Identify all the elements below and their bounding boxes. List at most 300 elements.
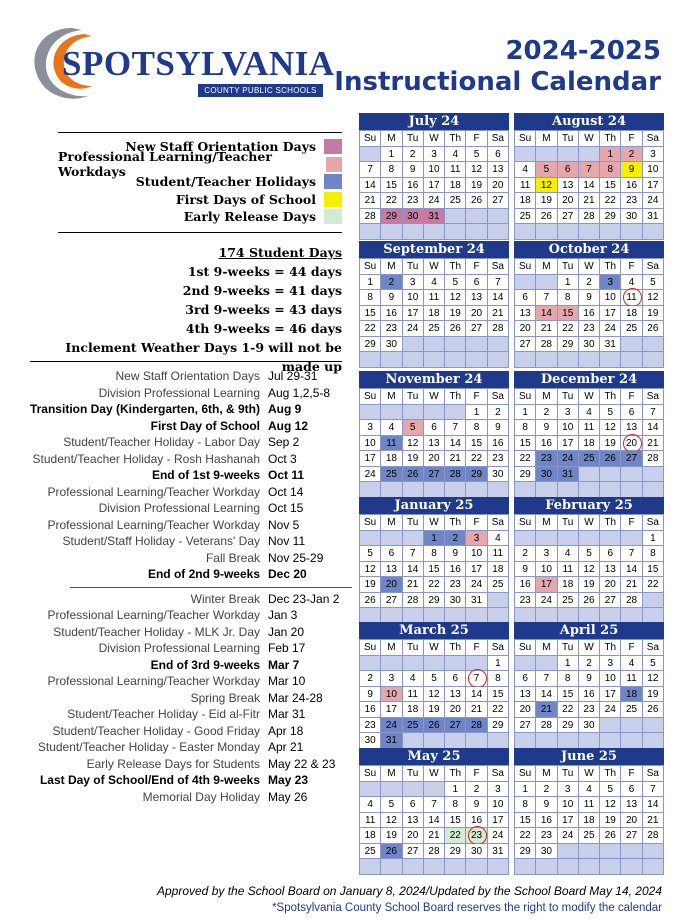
logo-wordmark: SPOTSYLVANIA — [62, 44, 335, 83]
calendar-day: 12 — [600, 420, 621, 436]
calendar-empty-cell — [466, 859, 487, 875]
calendar-day: 12 — [600, 797, 621, 813]
event-date: Mar 7 — [268, 657, 300, 672]
weekday-label: Su — [360, 640, 381, 656]
calendar-day: 30 — [579, 337, 600, 353]
calendar-day: 2 — [381, 275, 402, 291]
calendar-day: 7 — [424, 797, 445, 813]
calendar-day: 2 — [536, 405, 557, 421]
calendar-day: 24 — [488, 828, 509, 844]
calendar-day: 12 — [643, 671, 664, 687]
calendar-empty-cell — [360, 859, 381, 875]
calendar-empty-cell — [536, 531, 557, 547]
calendar-day: 9 — [360, 687, 381, 703]
calendar-day: 30 — [466, 844, 487, 860]
calendar-day: 17 — [643, 178, 664, 194]
calendar-day: 15 — [643, 562, 664, 578]
calendar-day: 22 — [600, 193, 621, 209]
weekday-label: Sa — [488, 389, 509, 405]
calendar-day: 16 — [403, 178, 424, 194]
calendar-empty-cell — [445, 337, 466, 353]
calendar-day: 4 — [621, 275, 642, 291]
legend-item — [58, 191, 342, 209]
calendar-empty-cell — [515, 859, 536, 875]
calendar-day: 29 — [488, 718, 509, 734]
calendar-day: 20 — [424, 451, 445, 467]
event-name: End of 2nd 9-weeks — [147, 567, 260, 581]
weekday-label: M — [536, 515, 557, 531]
calendar-empty-cell — [515, 275, 536, 291]
calendar-day: 28 — [536, 718, 557, 734]
weekday-label: W — [579, 389, 600, 405]
calendar-empty-cell — [579, 482, 600, 498]
calendar-day: 7 — [643, 782, 664, 798]
calendar-day: 25 — [488, 577, 509, 593]
month-calendar — [359, 497, 509, 624]
calendar-empty-cell — [466, 209, 487, 225]
calendar-day: 18 — [360, 828, 381, 844]
calendar-day: 27 — [621, 828, 642, 844]
calendar-day: 7 — [466, 671, 487, 687]
weekday-label: M — [536, 259, 557, 275]
calendar-empty-cell — [579, 147, 600, 163]
calendar-day: 15 — [515, 436, 536, 452]
calendar-day: 14 — [466, 687, 487, 703]
calendar-day: 8 — [445, 797, 466, 813]
calendar-day: 7 — [403, 546, 424, 562]
key-date-row — [8, 658, 348, 675]
calendar-day: 14 — [536, 306, 557, 322]
calendar-day: 13 — [488, 162, 509, 178]
calendar-empty-cell — [558, 224, 579, 240]
calendar-day: 17 — [403, 306, 424, 322]
calendar-day: 21 — [621, 577, 642, 593]
calendar-empty-cell — [600, 859, 621, 875]
calendar-day: 19 — [360, 577, 381, 593]
legend-swatch — [324, 192, 342, 207]
calendar-day: 25 — [579, 828, 600, 844]
calendar-empty-cell — [445, 405, 466, 421]
calendar-empty-cell — [381, 405, 402, 421]
calendar-day: 20 — [488, 178, 509, 194]
key-date-row — [8, 567, 348, 584]
weekday-label: Tu — [403, 259, 424, 275]
calendar-day: 13 — [558, 178, 579, 194]
weekday-label: Su — [360, 515, 381, 531]
calendar-day: 5 — [466, 147, 487, 163]
calendar-day: 9 — [515, 562, 536, 578]
calendar-day: 5 — [445, 275, 466, 291]
calendar-day: 10 — [424, 162, 445, 178]
weekday-label: Th — [600, 389, 621, 405]
calendar-day: 16 — [579, 687, 600, 703]
event-date: May 22 & 23 — [268, 756, 336, 771]
calendar-day: 9 — [488, 420, 509, 436]
calendar-empty-cell — [536, 482, 557, 498]
calendar-day: 15 — [466, 436, 487, 452]
calendar-day: 25 — [381, 467, 402, 483]
weekday-label: Su — [360, 131, 381, 147]
calendar-empty-cell — [360, 352, 381, 368]
calendar-day: 3 — [643, 147, 664, 163]
calendar-day: 31 — [466, 593, 487, 609]
calendar-empty-cell — [558, 147, 579, 163]
calendar-day: 5 — [424, 671, 445, 687]
calendar-day: 30 — [536, 844, 557, 860]
legend-item — [58, 149, 342, 180]
calendar-day: 11 — [403, 687, 424, 703]
calendar-empty-cell — [466, 224, 487, 240]
event-name: Professional Learning/Teacher Workday — [47, 517, 260, 532]
calendar-day: 3 — [488, 782, 509, 798]
weekday-label: M — [381, 389, 402, 405]
calendar-day: 10 — [381, 687, 402, 703]
calendar-empty-cell — [403, 352, 424, 368]
weekday-label: W — [579, 766, 600, 782]
weekday-label: M — [536, 389, 557, 405]
calendar-empty-cell — [621, 844, 642, 860]
weekday-label: Su — [515, 640, 536, 656]
calendar-empty-cell — [515, 352, 536, 368]
calendar-empty-cell — [579, 224, 600, 240]
calendar-empty-cell — [515, 733, 536, 749]
calendar-day: 29 — [515, 844, 536, 860]
calendar-day: 11 — [424, 290, 445, 306]
calendar-empty-cell — [536, 733, 557, 749]
event-date: Apr 18 — [268, 723, 304, 738]
weekday-label: Th — [445, 640, 466, 656]
event-date: Dec 23-Jan 2 — [268, 591, 340, 606]
month-header: March 25 — [359, 622, 509, 639]
weekday-label: Sa — [488, 766, 509, 782]
weekday-label: Th — [445, 766, 466, 782]
month-header: August 24 — [514, 113, 664, 130]
calendar-empty-cell — [536, 224, 557, 240]
calendar-day: 31 — [600, 337, 621, 353]
calendar-empty-cell — [488, 352, 509, 368]
key-date-row — [8, 501, 348, 518]
weekday-label: F — [621, 515, 642, 531]
event-date: Mar 24-28 — [268, 690, 323, 705]
calendar-day: 8 — [488, 671, 509, 687]
calendar-day: 12 — [360, 562, 381, 578]
calendar-day: 7 — [488, 275, 509, 291]
calendar-day: 11 — [558, 562, 579, 578]
event-name: Memorial Day Holiday — [142, 789, 260, 804]
calendar-day: 22 — [488, 702, 509, 718]
calendar-empty-cell — [621, 859, 642, 875]
calendar-day: 23 — [445, 577, 466, 593]
event-name: Student/Teacher Holiday - Rosh Hashanah — [32, 451, 260, 466]
key-date-row — [8, 757, 348, 774]
calendar-day: 26 — [403, 467, 424, 483]
calendar-empty-cell — [643, 718, 664, 734]
event-date: Oct 14 — [268, 484, 304, 499]
event-name: Transition Day (Kindergarten, 6th, & 9th) — [29, 402, 260, 416]
calendar-day: 3 — [403, 275, 424, 291]
calendar-day: 2 — [515, 546, 536, 562]
calendar-day: 28 — [643, 451, 664, 467]
weekday-label: F — [621, 389, 642, 405]
calendar-day: 4 — [515, 162, 536, 178]
calendar-day: 22 — [424, 577, 445, 593]
legend-swatch — [324, 174, 342, 189]
calendar-day: 21 — [579, 193, 600, 209]
weekday-label: Th — [445, 389, 466, 405]
calendar-day: 17 — [466, 562, 487, 578]
calendar-day: 1 — [558, 275, 579, 291]
calendar-day: 28 — [360, 209, 381, 225]
calendar-day: 17 — [558, 813, 579, 829]
weekday-label: Sa — [643, 389, 664, 405]
calendar-day: 29 — [466, 467, 487, 483]
calendar-day: 27 — [515, 337, 536, 353]
legend-label: Student/Teacher Holidays — [135, 174, 316, 190]
weekday-label: Tu — [403, 389, 424, 405]
key-date-row — [8, 641, 348, 658]
calendar-day: 23 — [515, 593, 536, 609]
calendar-empty-cell — [488, 209, 509, 225]
calendar-day: 11 — [515, 178, 536, 194]
calendar-day: 24 — [600, 321, 621, 337]
weekday-label: M — [381, 515, 402, 531]
calendar-day: 24 — [466, 577, 487, 593]
calendar-day: 31 — [643, 209, 664, 225]
legend-label: First Days of School — [175, 191, 316, 207]
calendar-empty-cell — [403, 405, 424, 421]
event-name: Professional Learning/Teacher Workday — [47, 608, 260, 622]
calendar-day: 21 — [643, 813, 664, 829]
calendar-day: 1 — [515, 405, 536, 421]
calendar-day: 5 — [643, 275, 664, 291]
calendar-day: 18 — [621, 306, 642, 322]
month-header: November 24 — [359, 371, 509, 388]
weekday-label: Tu — [558, 766, 579, 782]
calendar-day: 26 — [643, 321, 664, 337]
calendar-day: 19 — [381, 828, 402, 844]
weekday-label: Tu — [558, 389, 579, 405]
calendar-day: 30 — [579, 718, 600, 734]
calendar-day: 25 — [621, 321, 642, 337]
calendar-day: 26 — [445, 321, 466, 337]
calendar-empty-cell — [403, 656, 424, 672]
key-date-row — [8, 369, 348, 386]
event-name: Student/Teacher Holiday - Eid al-Fitr — [67, 707, 260, 721]
calendar-day: 5 — [579, 546, 600, 562]
calendar-day: 1 — [558, 656, 579, 672]
calendar-day: 6 — [621, 782, 642, 798]
calendar-empty-cell — [558, 482, 579, 498]
weekday-label: Tu — [558, 259, 579, 275]
calendar-empty-cell — [600, 531, 621, 547]
weekday-label: Tu — [403, 766, 424, 782]
calendar-empty-cell — [515, 531, 536, 547]
calendar-empty-cell — [643, 337, 664, 353]
month-header: October 24 — [514, 241, 664, 258]
event-name: End of 3rd 9-weeks — [150, 657, 260, 672]
event-name: Winter Break — [190, 591, 260, 606]
calendar-day: 21 — [360, 193, 381, 209]
weekday-label: M — [381, 259, 402, 275]
key-date-row — [8, 402, 348, 419]
calendar-empty-cell — [536, 859, 557, 875]
calendar-day: 2 — [579, 275, 600, 291]
calendar-day: 9 — [621, 162, 642, 178]
weekday-label: F — [466, 515, 487, 531]
calendar-day: 16 — [536, 813, 557, 829]
calendar-day: 8 — [515, 797, 536, 813]
summary-line: Inclement Weather Days 1-9 will not be made up — [65, 340, 342, 374]
calendar-day: 17 — [488, 813, 509, 829]
calendar-day: 1 — [381, 147, 402, 163]
calendar-day: 22 — [558, 321, 579, 337]
calendar-empty-cell — [360, 782, 381, 798]
legend-swatch — [324, 139, 342, 154]
calendar-empty-cell — [360, 531, 381, 547]
calendar-day: 30 — [381, 337, 402, 353]
weekday-label: Sa — [488, 131, 509, 147]
event-name: Professional Learning/Teacher Workday — [47, 484, 260, 499]
event-name: Fall Break — [205, 550, 260, 565]
calendar-empty-cell — [381, 782, 402, 798]
calendar-empty-cell — [643, 593, 664, 609]
calendar-empty-cell — [579, 467, 600, 483]
calendar-day: 5 — [536, 162, 557, 178]
calendar-day: 2 — [579, 656, 600, 672]
calendar-empty-cell — [445, 656, 466, 672]
weekday-label: F — [621, 766, 642, 782]
calendar-empty-cell — [536, 656, 557, 672]
calendar-day: 11 — [445, 162, 466, 178]
calendar-day: 7 — [621, 546, 642, 562]
calendar-day: 11 — [381, 436, 402, 452]
weekday-label: Th — [445, 131, 466, 147]
event-date: Jul 29-31 — [268, 369, 318, 383]
calendar-day: 8 — [600, 162, 621, 178]
calendar-empty-cell — [466, 352, 487, 368]
summary-line: 4th 9-weeks = 46 days — [185, 321, 342, 336]
weekday-label: Sa — [643, 640, 664, 656]
calendar-empty-cell — [536, 147, 557, 163]
calendar-empty-cell — [488, 733, 509, 749]
calendar-empty-cell — [621, 467, 642, 483]
calendar-day: 24 — [558, 828, 579, 844]
calendar-day: 27 — [558, 209, 579, 225]
calendar-day: 8 — [360, 290, 381, 306]
calendar-day: 3 — [466, 531, 487, 547]
calendar-day: 23 — [360, 718, 381, 734]
legend-label: Early Release Days — [183, 209, 316, 225]
weekday-label: Tu — [403, 131, 424, 147]
calendar-day: 19 — [445, 306, 466, 322]
calendar-day: 15 — [558, 687, 579, 703]
calendar-empty-cell — [536, 275, 557, 291]
calendar-day: 28 — [466, 718, 487, 734]
calendar-day: 1 — [600, 147, 621, 163]
calendar-day: 27 — [403, 844, 424, 860]
calendar-day: 3 — [558, 405, 579, 421]
calendar-day: 25 — [558, 593, 579, 609]
calendar-empty-cell — [621, 482, 642, 498]
calendar-day: 12 — [445, 290, 466, 306]
calendar-day: 26 — [600, 451, 621, 467]
calendar-empty-cell — [643, 482, 664, 498]
calendar-day: 18 — [579, 436, 600, 452]
calendar-day: 22 — [445, 828, 466, 844]
calendar-empty-cell — [643, 224, 664, 240]
weekday-label: F — [621, 131, 642, 147]
event-date: May 26 — [268, 789, 308, 804]
weekday-label: W — [424, 640, 445, 656]
calendar-empty-cell — [579, 733, 600, 749]
calendar-day: 29 — [445, 844, 466, 860]
calendar-empty-cell — [488, 224, 509, 240]
key-date-row — [8, 534, 348, 551]
month-header: February 25 — [514, 497, 664, 514]
calendar-day: 9 — [579, 671, 600, 687]
calendar-day: 2 — [403, 147, 424, 163]
calendar-day: 3 — [381, 671, 402, 687]
summary-line: 3rd 9-weeks = 43 days — [185, 302, 342, 317]
weekday-label: M — [381, 131, 402, 147]
key-date-row — [8, 485, 348, 502]
event-date: Jan 3 — [268, 608, 298, 622]
calendar-day: 28 — [488, 321, 509, 337]
month-header: May 25 — [359, 748, 509, 765]
calendar-day: 14 — [643, 797, 664, 813]
calendar-day: 15 — [445, 813, 466, 829]
summary-line: 2nd 9-weeks = 41 days — [182, 283, 342, 298]
calendar-day: 14 — [424, 813, 445, 829]
weekday-label: M — [536, 766, 557, 782]
calendar-day: 20 — [600, 577, 621, 593]
calendar-day: 22 — [515, 451, 536, 467]
calendar-day: 10 — [360, 436, 381, 452]
calendar-day: 14 — [445, 436, 466, 452]
calendar-day: 30 — [403, 209, 424, 225]
calendar-day: 26 — [643, 702, 664, 718]
calendar-day: 20 — [621, 813, 642, 829]
calendar-day: 4 — [445, 147, 466, 163]
event-name: Spring Break — [190, 690, 260, 705]
weekday-label: Su — [515, 259, 536, 275]
calendar-empty-cell — [621, 718, 642, 734]
calendar-day: 23 — [403, 193, 424, 209]
calendar-day: 25 — [403, 718, 424, 734]
month-header: July 24 — [359, 113, 509, 130]
calendar-day: 27 — [381, 593, 402, 609]
calendar-day: 8 — [558, 290, 579, 306]
weekday-label: Th — [600, 259, 621, 275]
calendar-day: 9 — [403, 162, 424, 178]
calendar-day: 14 — [403, 562, 424, 578]
calendar-day: 16 — [515, 577, 536, 593]
event-date: Mar 31 — [268, 707, 306, 721]
calendar-day: 5 — [600, 405, 621, 421]
weekday-label: W — [424, 259, 445, 275]
calendar-day: 3 — [360, 420, 381, 436]
calendar-day: 6 — [515, 671, 536, 687]
weekday-label: W — [424, 515, 445, 531]
calendar-empty-cell — [424, 405, 445, 421]
calendar-empty-cell — [360, 482, 381, 498]
calendar-day: 4 — [558, 546, 579, 562]
event-date: Nov 25-29 — [268, 550, 324, 565]
calendar-day: 24 — [424, 193, 445, 209]
key-date-row — [8, 625, 348, 642]
calendar-day: 5 — [381, 797, 402, 813]
weekday-label: Tu — [403, 515, 424, 531]
